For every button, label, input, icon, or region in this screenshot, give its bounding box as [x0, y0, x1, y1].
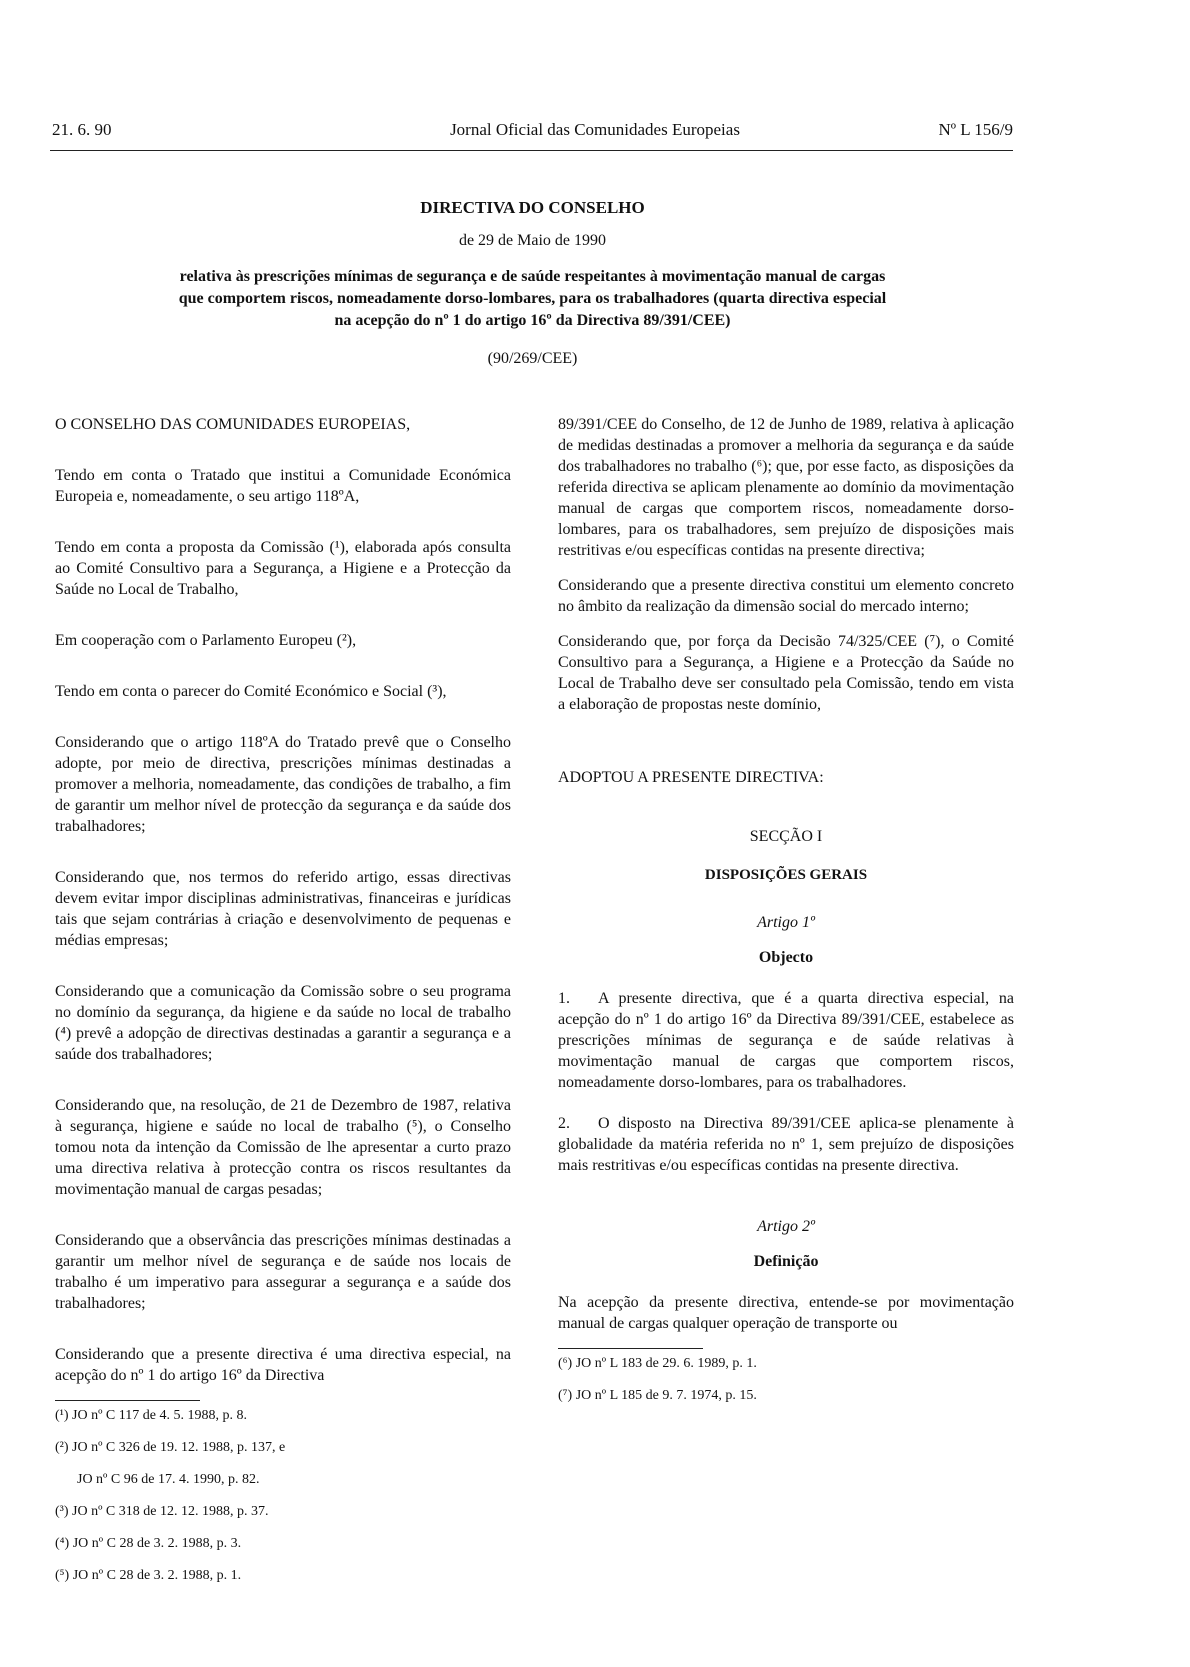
recital-paragraph: Considerando que a observância das prescrições mínimas destinadas a garantir um melhor nível de segurança e de saúde nos locais de trabalho é um imperativo para assegurar a segurança e a saúde dos trabalhadores;	[55, 1232, 511, 1312]
recital-paragraph: Considerando que a comunicação da Comissão sobre o seu programa no domínio da segurança, da higiene e da saúde no local de trabalho (⁴) prevê a adopção de directivas destinadas a garantir a segurança e a saúde dos trabalhadores;	[55, 983, 511, 1063]
footnote-rule	[558, 1348, 703, 1349]
footnote: (⁴) JO nº C 28 de 3. 2. 1988, p. 3.	[55, 1536, 242, 1551]
paragraph-text: A presente directiva, que é a quarta directiva especial, na acepção do nº 1 do artigo 16º da Directiva 89/391/CEE, estabelece as prescrições mínimas de segurança e de saúde relativas à movimentação manual de cargas que comportem riscos, nomeadamente dorso-lombares, para os trabalhadores.	[558, 990, 1014, 1091]
article-number: Artigo 2º	[757, 1218, 815, 1235]
header-journal-title: Jornal Oficial das Comunidades Europeias	[450, 120, 740, 139]
header-date: 21. 6. 90	[52, 120, 112, 139]
footnote-rule	[55, 1400, 200, 1401]
article-paragraph	[558, 1113, 1014, 1176]
recital-paragraph: Considerando que, por força da Decisão 74/325/CEE (⁷), o Comité Consultivo para a Segurança, a Higiene e a Protecção da Saúde no Local de Trabalho deve ser consultado pela Comissão, tendo em vista a elaboração de propostas neste domínio,	[558, 633, 1014, 713]
paragraph-number: 2.	[558, 1115, 570, 1132]
article-title: Objecto	[758, 949, 814, 966]
recital-paragraph: Considerando que o artigo 118ºA do Tratado prevê que o Conselho adopte, por meio de directiva, prescrições mínimas destinadas a promover a melhoria, nomeadamente, das condições de trabalho, a fim de garantir um melhor nível de protecção da segurança e da saúde dos trabalhadores;	[55, 734, 511, 835]
article-paragraph: Na acepção da presente directiva, entende-se por movimentação manual de cargas qualquer operação de transporte ou	[558, 1294, 1014, 1332]
footnote: (¹) JO nº C 117 de 4. 5. 1988, p. 8.	[55, 1408, 247, 1423]
preamble-paragraph: Em cooperação com o Parlamento Europeu (²),	[55, 632, 357, 649]
right-column	[558, 414, 1014, 1419]
footnote: (³) JO nº C 318 de 12. 12. 1988, p. 37.	[55, 1504, 269, 1519]
footnote: (⁶) JO nº L 183 de 29. 6. 1989, p. 1.	[558, 1356, 757, 1371]
section-number: SECÇÃO I	[749, 828, 823, 845]
header-page-number: Nº L 156/9	[938, 120, 1013, 139]
document-date: de 29 de Maio de 1990	[458, 232, 607, 249]
footnote: JO nº C 96 de 17. 4. 1990, p. 82.	[77, 1472, 260, 1487]
preamble-paragraph: Tendo em conta o parecer do Comité Económico e Social (³),	[55, 683, 447, 700]
document-heading: DIRECTIVA DO CONSELHO	[420, 198, 645, 217]
paragraph-text: O disposto na Directiva 89/391/CEE aplica-se plenamente à globalidade da matéria referida no nº 1, sem prejuízo de disposições mais restritivas e/ou específicas contidas na presente directiva.	[558, 1115, 1014, 1174]
recital-paragraph: Considerando que, nos termos do referido artigo, essas directivas devem evitar impor disciplinas administrativas, financeiras e jurídicas tais que sejam contrárias à criação e desenvolvimento de pequenas e médias empresas;	[55, 869, 511, 949]
paragraph-number: 1.	[558, 990, 570, 1007]
article-number: Artigo 1º	[757, 914, 815, 931]
footnote: (⁷) JO nº L 185 de 9. 7. 1974, p. 15.	[558, 1388, 757, 1403]
footnote: (²) JO nº C 326 de 19. 12. 1988, p. 137, e	[55, 1440, 286, 1455]
footnote: (⁵) JO nº C 28 de 3. 2. 1988, p. 1.	[55, 1568, 242, 1583]
recital-paragraph: Considerando que a presente directiva é uma directiva especial, na acepção do nº 1 do artigo 16º da Directiva	[55, 1346, 511, 1384]
recital-paragraph: 89/391/CEE do Conselho, de 12 de Junho de 1989, relativa à aplicação de medidas destinadas a promover a melhoria da segurança e da saúde dos trabalhadores no trabalho (⁶); que, por esse facto, as disposições da referida directiva se aplicam plenamente ao domínio da movimentação manual de cargas que comportem riscos, nomeadamente dorso-lombares, para os trabalhadores, sem prejuízo de disposições mais restritivas e/ou específicas contidas na presente directiva;	[558, 416, 1014, 559]
document-reference: (90/269/CEE)	[487, 350, 578, 367]
document-subject: relativa às prescrições mínimas de segurança e de saúde respeitantes à movimentação manual de cargas que comportem riscos, nomeadamente dorso-lombares, para os trabalhadores (quarta directiva especial na acepção do nº 1 do artigo 16º da Directiva 89/391/CEE)	[178, 268, 887, 329]
adoption-statement: ADOPTOU A PRESENTE DIRECTIVA:	[558, 769, 824, 786]
section-title: DISPOSIÇÕES GERAIS	[704, 867, 868, 883]
header-rule	[50, 150, 1013, 151]
preamble-paragraph: Tendo em conta a proposta da Comissão (¹), elaborada após consulta ao Comité Consultivo para a Segurança, a Higiene e a Protecção da Saúde no Local de Trabalho,	[55, 539, 511, 598]
preamble-paragraph: Tendo em conta o Tratado que institui a Comunidade Económica Europeia e, nomeadamente, o seu artigo 118ºA,	[55, 467, 511, 505]
recital-paragraph: Considerando que a presente directiva constitui um elemento concreto no âmbito da realização da dimensão social do mercado interno;	[558, 577, 1014, 615]
article-paragraph	[558, 988, 1014, 1093]
preamble-paragraph: O CONSELHO DAS COMUNIDADES EUROPEIAS,	[55, 416, 411, 433]
left-column	[55, 414, 511, 1599]
recital-paragraph: Considerando que, na resolução, de 21 de Dezembro de 1987, relativa à segurança, higiene e saúde no local de trabalho (⁵), o Conselho tomou nota da intenção da Comissão de lhe apresentar a curto prazo uma directiva relativa à protecção contra os riscos resultantes da movimentação manual de cargas pesadas;	[55, 1097, 511, 1198]
article-title: Definição	[753, 1253, 819, 1270]
